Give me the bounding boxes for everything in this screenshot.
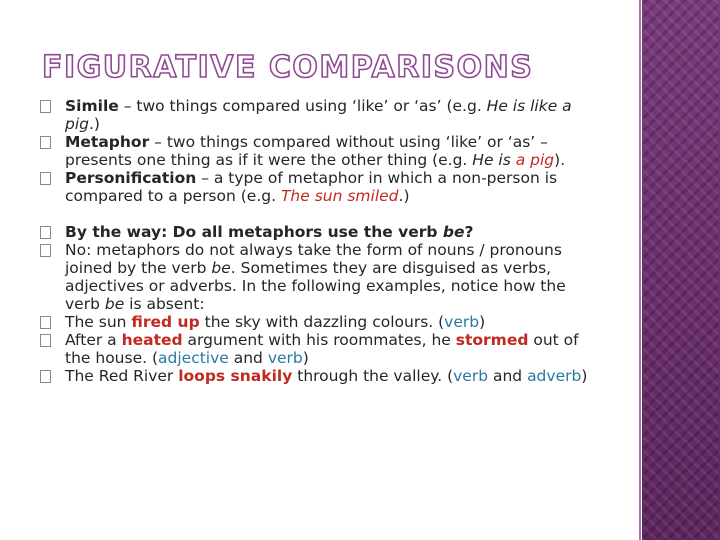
list-spacer — [40, 205, 600, 223]
bullet-box-icon — [40, 172, 51, 185]
bullet-box-icon — [40, 226, 51, 239]
list-item: Personification – a type of metaphor in which a non-person is compared to a person (e.g. The sun smiled.) — [40, 169, 600, 205]
list-item: The sun fired up the sky with dazzling colours. (verb) — [40, 313, 600, 331]
list-item: The Red River loops snakily through the valley. (verb and adverb) — [40, 367, 600, 385]
bullet-box-icon — [40, 316, 51, 329]
bullet-box-icon — [40, 244, 51, 257]
side-divider-line — [639, 0, 641, 540]
list-item: Metaphor – two things compared without using ‘like’ or ‘as’ – presents one thing as if it were the other thing (e.g. He is a pig). — [40, 133, 600, 169]
bullet-box-icon — [40, 100, 51, 113]
list-item: After a heated argument with his roommates, he stormed out of the house. (adjective and verb) — [40, 331, 600, 367]
list-item: By the way: Do all metaphors use the verb be? — [40, 223, 600, 241]
list-item: Simile – two things compared using ‘like’ or ‘as’ (e.g. He is like a pig.) — [40, 97, 600, 133]
bullet-box-icon — [40, 370, 51, 383]
list-item: No: metaphors do not always take the form of nouns / pronouns joined by the verb be. Sometimes they are disguised as verbs, adjectives or adverbs. In the following examples, notice how the verb be is absent: — [40, 241, 600, 313]
slide-title: FIGURATIVE COMPARISONS — [42, 50, 534, 85]
decorative-side-band — [642, 0, 720, 540]
bullet-box-icon — [40, 136, 51, 149]
bullet-box-icon — [40, 334, 51, 347]
bullet-list — [40, 97, 600, 385]
